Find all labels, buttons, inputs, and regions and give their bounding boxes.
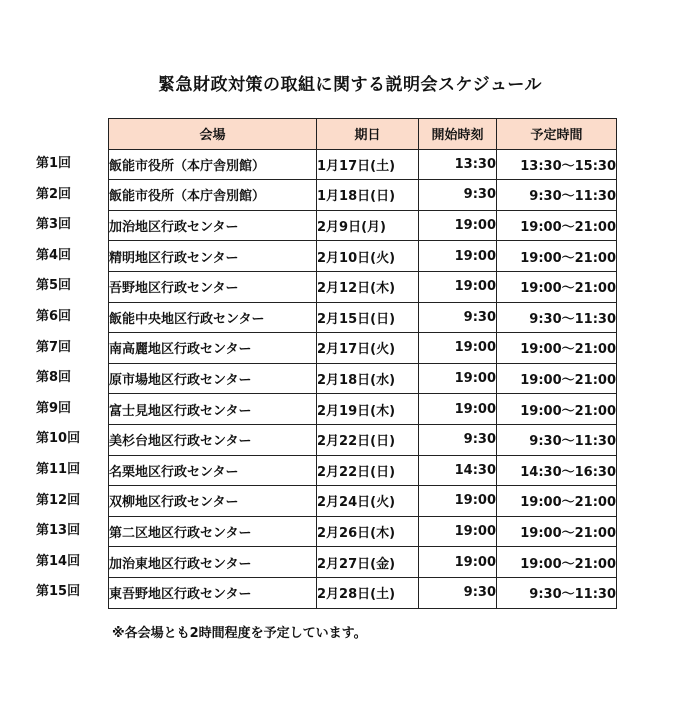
venue-cell: 加治地区行政センター	[109, 210, 317, 241]
venue-cell: 原市場地区行政センター	[109, 363, 317, 394]
table-row	[109, 149, 617, 180]
session-label: 第12回	[36, 492, 81, 508]
start-time-cell: 19:00	[419, 547, 497, 578]
session-label: 第9回	[36, 400, 72, 416]
start-time-cell: 9:30	[419, 424, 497, 455]
table-row	[109, 271, 617, 302]
table-row	[109, 486, 617, 517]
session-label: 第2回	[36, 186, 72, 202]
table-row	[109, 180, 617, 211]
time-range-cell: 14:30〜16:30	[497, 455, 617, 486]
start-time-cell: 19:00	[419, 210, 497, 241]
date-cell: 2月24日(火)	[317, 486, 419, 517]
time-range-cell: 9:30〜11:30	[497, 577, 617, 608]
start-time-cell: 19:00	[419, 333, 497, 364]
time-range-cell: 19:00〜21:00	[497, 241, 617, 272]
session-label: 第15回	[36, 584, 81, 600]
start-time-cell: 19:00	[419, 394, 497, 425]
session-label: 第13回	[36, 523, 81, 539]
session-label: 第6回	[36, 308, 72, 324]
date-cell: 2月18日(水)	[317, 363, 419, 394]
header-venue: 会場	[109, 119, 317, 150]
venue-cell: 富士見地区行政センター	[109, 394, 317, 425]
date-cell: 1月17日(土)	[317, 149, 419, 180]
date-cell: 2月9日(月)	[317, 210, 419, 241]
time-range-cell: 9:30〜11:30	[497, 302, 617, 333]
session-label: 第4回	[36, 247, 72, 263]
header-scheduled-time: 予定時間	[497, 119, 617, 150]
header-start-time: 開始時刻	[419, 119, 497, 150]
time-range-cell: 19:00〜21:00	[497, 363, 617, 394]
table-row	[109, 547, 617, 578]
table-row	[109, 577, 617, 608]
session-labels	[36, 149, 108, 608]
date-cell: 2月22日(日)	[317, 424, 419, 455]
start-time-cell: 19:00	[419, 241, 497, 272]
time-range-cell: 19:00〜21:00	[497, 271, 617, 302]
session-label: 第7回	[36, 339, 72, 355]
venue-cell: 美杉台地区行政センター	[109, 424, 317, 455]
time-range-cell: 9:30〜11:30	[497, 424, 617, 455]
table-row	[109, 333, 617, 364]
venue-cell: 吾野地区行政センター	[109, 271, 317, 302]
date-cell: 2月17日(火)	[317, 333, 419, 364]
date-cell: 2月15日(日)	[317, 302, 419, 333]
venue-cell: 飯能市役所（本庁舎別館）	[109, 180, 317, 211]
date-cell: 2月28日(土)	[317, 577, 419, 608]
venue-cell: 飯能市役所（本庁舎別館）	[109, 149, 317, 180]
date-cell: 2月19日(木)	[317, 394, 419, 425]
table-row	[109, 455, 617, 486]
venue-cell: 双柳地区行政センター	[109, 486, 317, 517]
start-time-cell: 19:00	[419, 516, 497, 547]
table-row	[109, 302, 617, 333]
start-time-cell: 19:00	[419, 486, 497, 517]
time-range-cell: 19:00〜21:00	[497, 516, 617, 547]
page-title: 緊急財政対策の取組に関する説明会スケジュール	[158, 75, 542, 95]
date-cell: 2月27日(金)	[317, 547, 419, 578]
table-row	[109, 363, 617, 394]
table-row	[109, 394, 617, 425]
time-range-cell: 19:00〜21:00	[497, 486, 617, 517]
time-range-cell: 19:00〜21:00	[497, 547, 617, 578]
venue-cell: 飯能中央地区行政センター	[109, 302, 317, 333]
table-row	[109, 516, 617, 547]
time-range-cell: 19:00〜21:00	[497, 333, 617, 364]
date-cell: 2月10日(火)	[317, 241, 419, 272]
session-label: 第14回	[36, 553, 81, 569]
start-time-cell: 9:30	[419, 577, 497, 608]
start-time-cell: 13:30	[419, 149, 497, 180]
start-time-cell: 19:00	[419, 271, 497, 302]
venue-cell: 南高麗地区行政センター	[109, 333, 317, 364]
session-label: 第1回	[36, 156, 72, 171]
date-cell: 1月18日(日)	[317, 180, 419, 211]
time-range-cell: 9:30〜11:30	[497, 180, 617, 211]
header-date: 期日	[317, 119, 419, 150]
table-row	[109, 424, 617, 455]
start-time-cell: 9:30	[419, 302, 497, 333]
session-label: 第5回	[36, 278, 72, 294]
time-range-cell: 19:00〜21:00	[497, 210, 617, 241]
date-cell: 2月26日(木)	[317, 516, 419, 547]
table-header-row	[109, 119, 617, 150]
date-cell: 2月22日(日)	[317, 455, 419, 486]
venue-cell: 東吾野地区行政センター	[109, 577, 317, 608]
venue-cell: 名栗地区行政センター	[109, 455, 317, 486]
venue-cell: 精明地区行政センター	[109, 241, 317, 272]
session-label: 第10回	[36, 431, 81, 447]
date-cell: 2月12日(木)	[317, 271, 419, 302]
time-range-cell: 19:00〜21:00	[497, 394, 617, 425]
session-label: 第3回	[36, 217, 72, 233]
session-label: 第8回	[36, 370, 72, 386]
session-label: 第11回	[36, 461, 81, 477]
schedule-table	[108, 118, 617, 609]
venue-cell: 第二区地区行政センター	[109, 516, 317, 547]
footnote: ※各会場とも2時間程度を予定しています。	[112, 626, 367, 641]
start-time-cell: 19:00	[419, 363, 497, 394]
start-time-cell: 14:30	[419, 455, 497, 486]
table-row	[109, 241, 617, 272]
table-row	[109, 210, 617, 241]
time-range-cell: 13:30〜15:30	[497, 149, 617, 180]
start-time-cell: 9:30	[419, 180, 497, 211]
venue-cell: 加治東地区行政センター	[109, 547, 317, 578]
